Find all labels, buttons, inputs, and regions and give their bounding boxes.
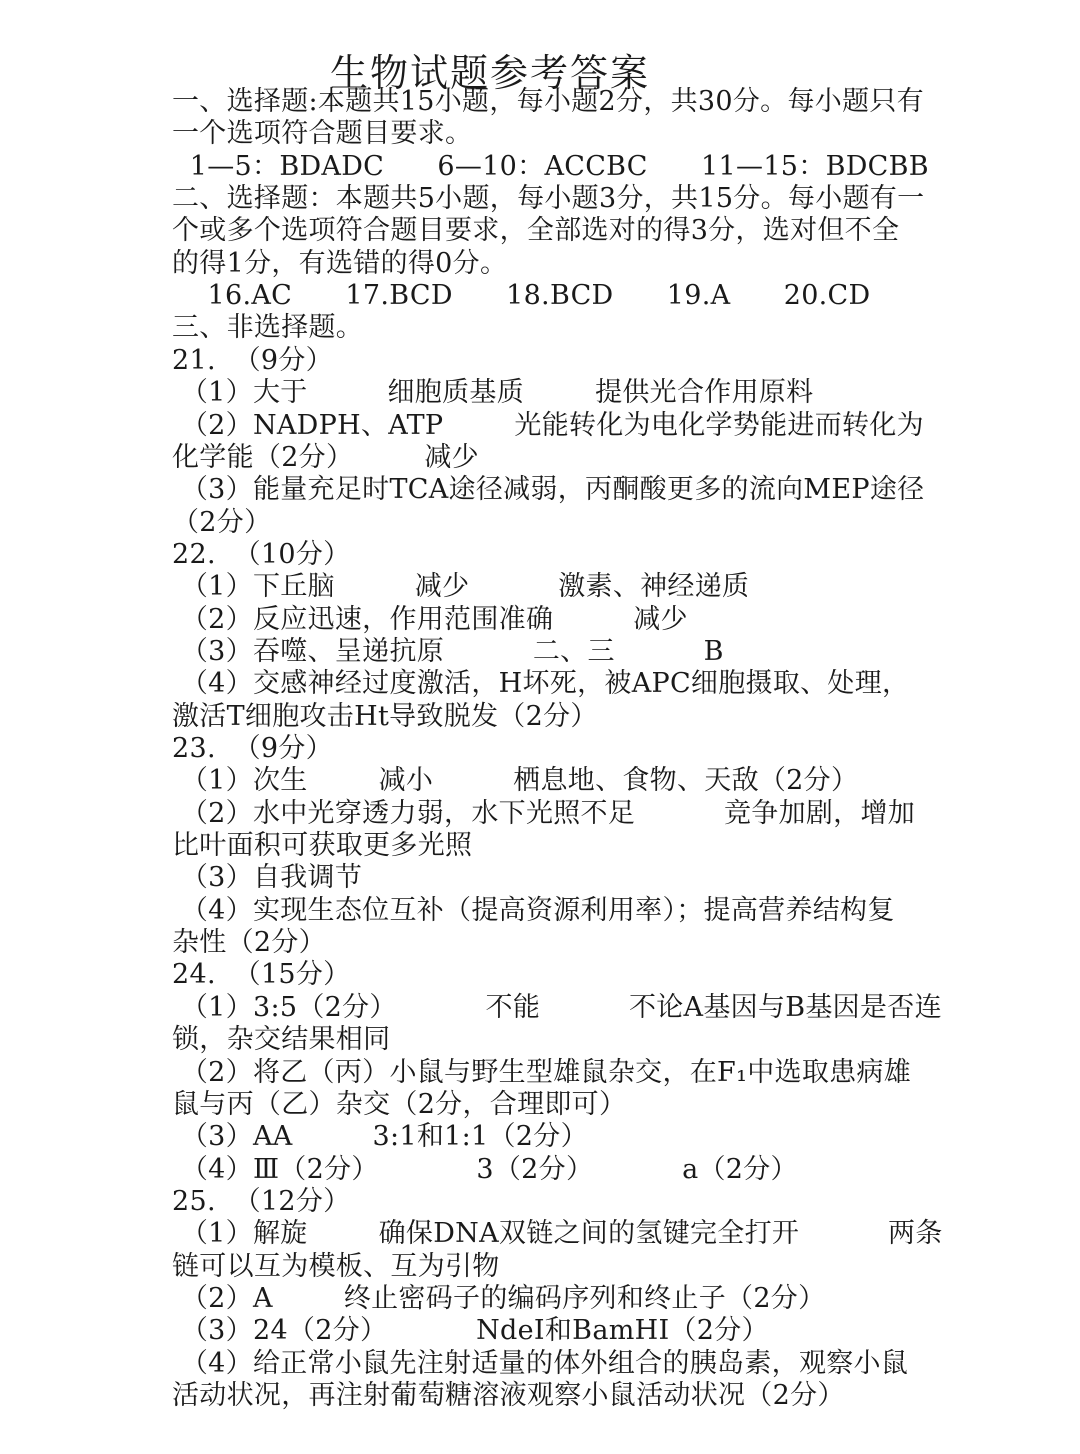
- answer-line: （2）水中光穿透力弱，水下光照不足 竞争加剧，增加: [172, 797, 916, 829]
- answer-line: （1）下丘脑 减少 激素、神经递质: [172, 571, 750, 603]
- answer-line: 16.AC 17.BCD 18.BCD 19.A 20.CD: [172, 280, 871, 312]
- answer-line: （3）自我调节: [172, 862, 363, 894]
- answer-line: （4）给正常小鼠先注射适量的体外组合的胰岛素，观察小鼠: [172, 1347, 909, 1379]
- answer-line: （2分）: [172, 506, 272, 538]
- answer-line: 个或多个选项符合题目要求，全部选对的得3分，选对但不全: [172, 215, 900, 247]
- answer-line: 化学能（2分） 减少: [172, 441, 479, 473]
- answer-line: 三、非选择题。: [172, 312, 364, 344]
- answer-line: （2）A 终止密码子的编码序列和终止子（2分）: [172, 1282, 826, 1314]
- answer-line: （1）3:5（2分） 不能 不论A基因与B基因是否连: [172, 991, 942, 1023]
- answer-line: （2）反应迅速，作用范围准确 减少: [172, 603, 688, 635]
- answer-line: 一个选项符合题目要求。: [172, 118, 473, 150]
- answer-line: （3）吞噬、呈递抗原 二、三 B: [172, 635, 724, 667]
- answer-line: 25. （12分）: [172, 1185, 351, 1217]
- answer-line: （3）能量充足时TCA途径减弱，丙酮酸更多的流向MEP途径: [172, 474, 925, 506]
- answer-line: 比叶面积可获取更多光照: [172, 830, 473, 862]
- answer-line: 活动状况，再注射葡萄糖溶液观察小鼠活动状况（2分）: [172, 1380, 845, 1411]
- answer-line: （1）次生 减小 栖息地、食物、天敌（2分）: [172, 765, 859, 797]
- answer-line: 21. （9分）: [172, 344, 333, 376]
- answer-line: （4）实现生态位互补（提高资源利用率）；提高营养结构复: [172, 894, 895, 926]
- answer-line: 24. （15分）: [172, 959, 351, 991]
- answer-line: （1）解旋 确保DNA双链之间的氢键完全打开 两条: [172, 1218, 943, 1250]
- answer-line: 激活T细胞攻击Ht导致脱发（2分）: [172, 700, 598, 732]
- answer-line: 1—5：BDADC 6—10：ACCBC 11—15：BDCBB: [172, 150, 929, 182]
- answer-line: 锁，杂交结果相同: [172, 1024, 391, 1056]
- answer-line: 一、选择题:本题共15小题，每小题2分，共30分。每小题只有: [172, 86, 924, 117]
- answer-line: 的得1分，有选错的得0分。: [172, 247, 508, 279]
- answer-line: （4）交感神经过度激活，H坏死，被APC细胞摄取、处理，: [172, 668, 910, 700]
- answer-line: 杂性（2分）: [172, 927, 326, 959]
- answer-line: 23. （9分）: [172, 733, 333, 764]
- answer-line: 鼠与丙（乙）杂交（2分，合理即可）: [172, 1088, 627, 1120]
- answer-line: 22. （10分）: [172, 538, 351, 570]
- page-title: 生物试题参考答案: [330, 51, 651, 95]
- answer-line: 二、选择题：本题共5小题，每小题3分，共15分。每小题有一: [172, 183, 925, 215]
- answer-line: （3）24（2分） NdeI和BamHI（2分）: [172, 1315, 769, 1347]
- answer-line: （4）Ⅲ（2分） 3（2分） a（2分）: [172, 1153, 798, 1185]
- answer-line: （3）AA 3:1和1:1（2分）: [172, 1121, 588, 1153]
- answer-line: 链可以互为模板、互为引物: [172, 1250, 500, 1282]
- answer-line: （1）大于 细胞质基质 提供光合作用原料: [172, 377, 814, 409]
- answer-line: （2）将乙（丙）小鼠与野生型雄鼠杂交，在F₁中选取患病雄: [172, 1056, 912, 1088]
- answer-line: （2）NADPH、ATP 光能转化为电化学势能进而转化为: [172, 409, 924, 441]
